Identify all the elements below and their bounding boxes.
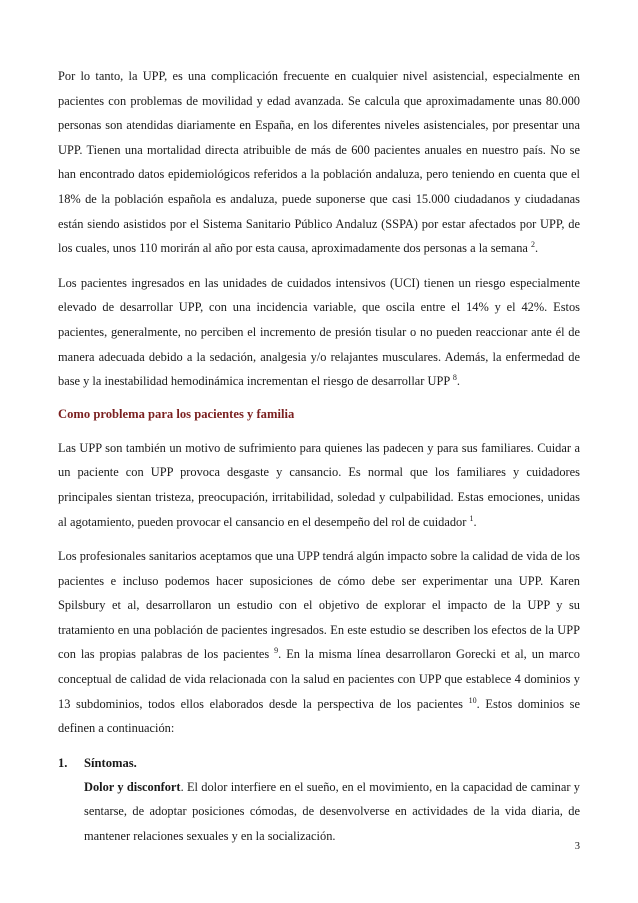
paragraph-prevalence bbox=[58, 64, 580, 261]
paragraph-uci bbox=[58, 271, 580, 394]
citation-ref: 10 bbox=[468, 695, 477, 705]
paragraph-text: Los pacientes ingresados en las unidades de cuidados intensivos (UCI) tienen un riesgo especialmente elevado de desarrollar UPP, con una incidencia variable, que oscila entre el 14% y el 42%. Estos pacientes, generalmente, no perciben el incremento de presión tisular o no pueden reaccionar ante él de manera adecuada debido a la sedación, analgesia y/o relajantes musculares. Además, la enfermedad de base y la inestabilidad hemodinámica incrementan el riesgo de desarrollar UPP bbox=[58, 275, 580, 389]
citation-ref: 1 bbox=[469, 513, 474, 523]
section-heading: Como problema para los pacientes y familia bbox=[58, 406, 295, 421]
paragraph-suffering bbox=[58, 436, 580, 534]
paragraph-text: . Estos dominios se definen a continuación: bbox=[58, 696, 580, 736]
paragraph-text: Las UPP son también un motivo de sufrimiento para quienes las padecen y para sus familiares. Cuidar a un paciente con UPP provoca desgaste y cansancio. Es normal que los familiares y cuidadores principales sientan tristeza, preocupación, irritabilidad, soledad y culpabilidad. Estas emociones, unidas al agotamiento, pueden provocar el cansancio en el desempeño del rol de cuidador bbox=[58, 440, 580, 529]
paragraph-end: . bbox=[456, 374, 460, 389]
paragraph-end: . bbox=[535, 241, 539, 256]
list-title: Síntomas. bbox=[84, 755, 137, 770]
citation-ref: 2 bbox=[531, 240, 535, 250]
paragraph-quality-of-life bbox=[58, 544, 580, 741]
paragraph-text: . En la misma línea desarrollaron Gorecki et al, un marco conceptual de calidad de vida relacionada con la salud en pacientes con UPP que establece 4 dominios y 13 subdominios, todos ellos elaborados desde la perspectiva de los pacientes bbox=[58, 647, 580, 711]
paragraph-text: Los profesionales sanitarios aceptamos que una UPP tendrá algún impacto sobre la calidad de vida de los pacientes e incluso podemos hacer suposiciones de cómo debe ser experimentar una UPP. Karen Spilsbury et al, desarrollaron un estudio con el objetivo de explorar el impacto de la UPP y su tratamiento en una población de pacientes ingresados. En este estudio se describen los efectos de la UPP con las propias palabras de los pacientes bbox=[58, 549, 580, 662]
paragraph-text: Por lo tanto, la UPP, es una complicación frecuente en cualquier nivel asistencial, especialmente en pacientes con problemas de movilidad y edad avanzada. Se calcula que aproximadamente unas 80.000 personas son atendidas diariamente en España, en los diferentes niveles asistenciales, por presentar una UPP. Tienen una mortalidad directa atribuible de más de 600 pacientes anuales en nuestro país. No se han encontrado datos epidemiológicos referidos a la población andaluza, pero teniendo en cuenta que el 18% de la población española es andaluza, puede suponerse que casi 15.000 ciudadanos y ciudadanas están siendo asistidos por el Sistema Sanitario Público Andaluz (SSPA) por estar afectados por UPP, de los cuales, unos 110 morirán al año por esta causa, aproximadamente dos personas a la semana bbox=[58, 69, 580, 256]
list-item-body bbox=[84, 775, 580, 849]
page-number: 3 bbox=[574, 841, 580, 852]
citation-ref: 8 bbox=[452, 373, 457, 382]
paragraph-end: . bbox=[473, 514, 477, 529]
citation-ref: 9 bbox=[274, 646, 279, 656]
list-item-heading bbox=[58, 751, 580, 775]
list-item-term: Dolor y disconfort bbox=[84, 779, 181, 794]
list-number: 1. bbox=[58, 755, 68, 770]
list-item-text: . El dolor interfiere en el sueño, en el movimiento, en la capacidad de caminar y sentarse, de adoptar posiciones cómodas, de desenvolverse en actividades de la vida diaria, de mantener relaciones sexuales y en la socialización. bbox=[84, 779, 581, 844]
